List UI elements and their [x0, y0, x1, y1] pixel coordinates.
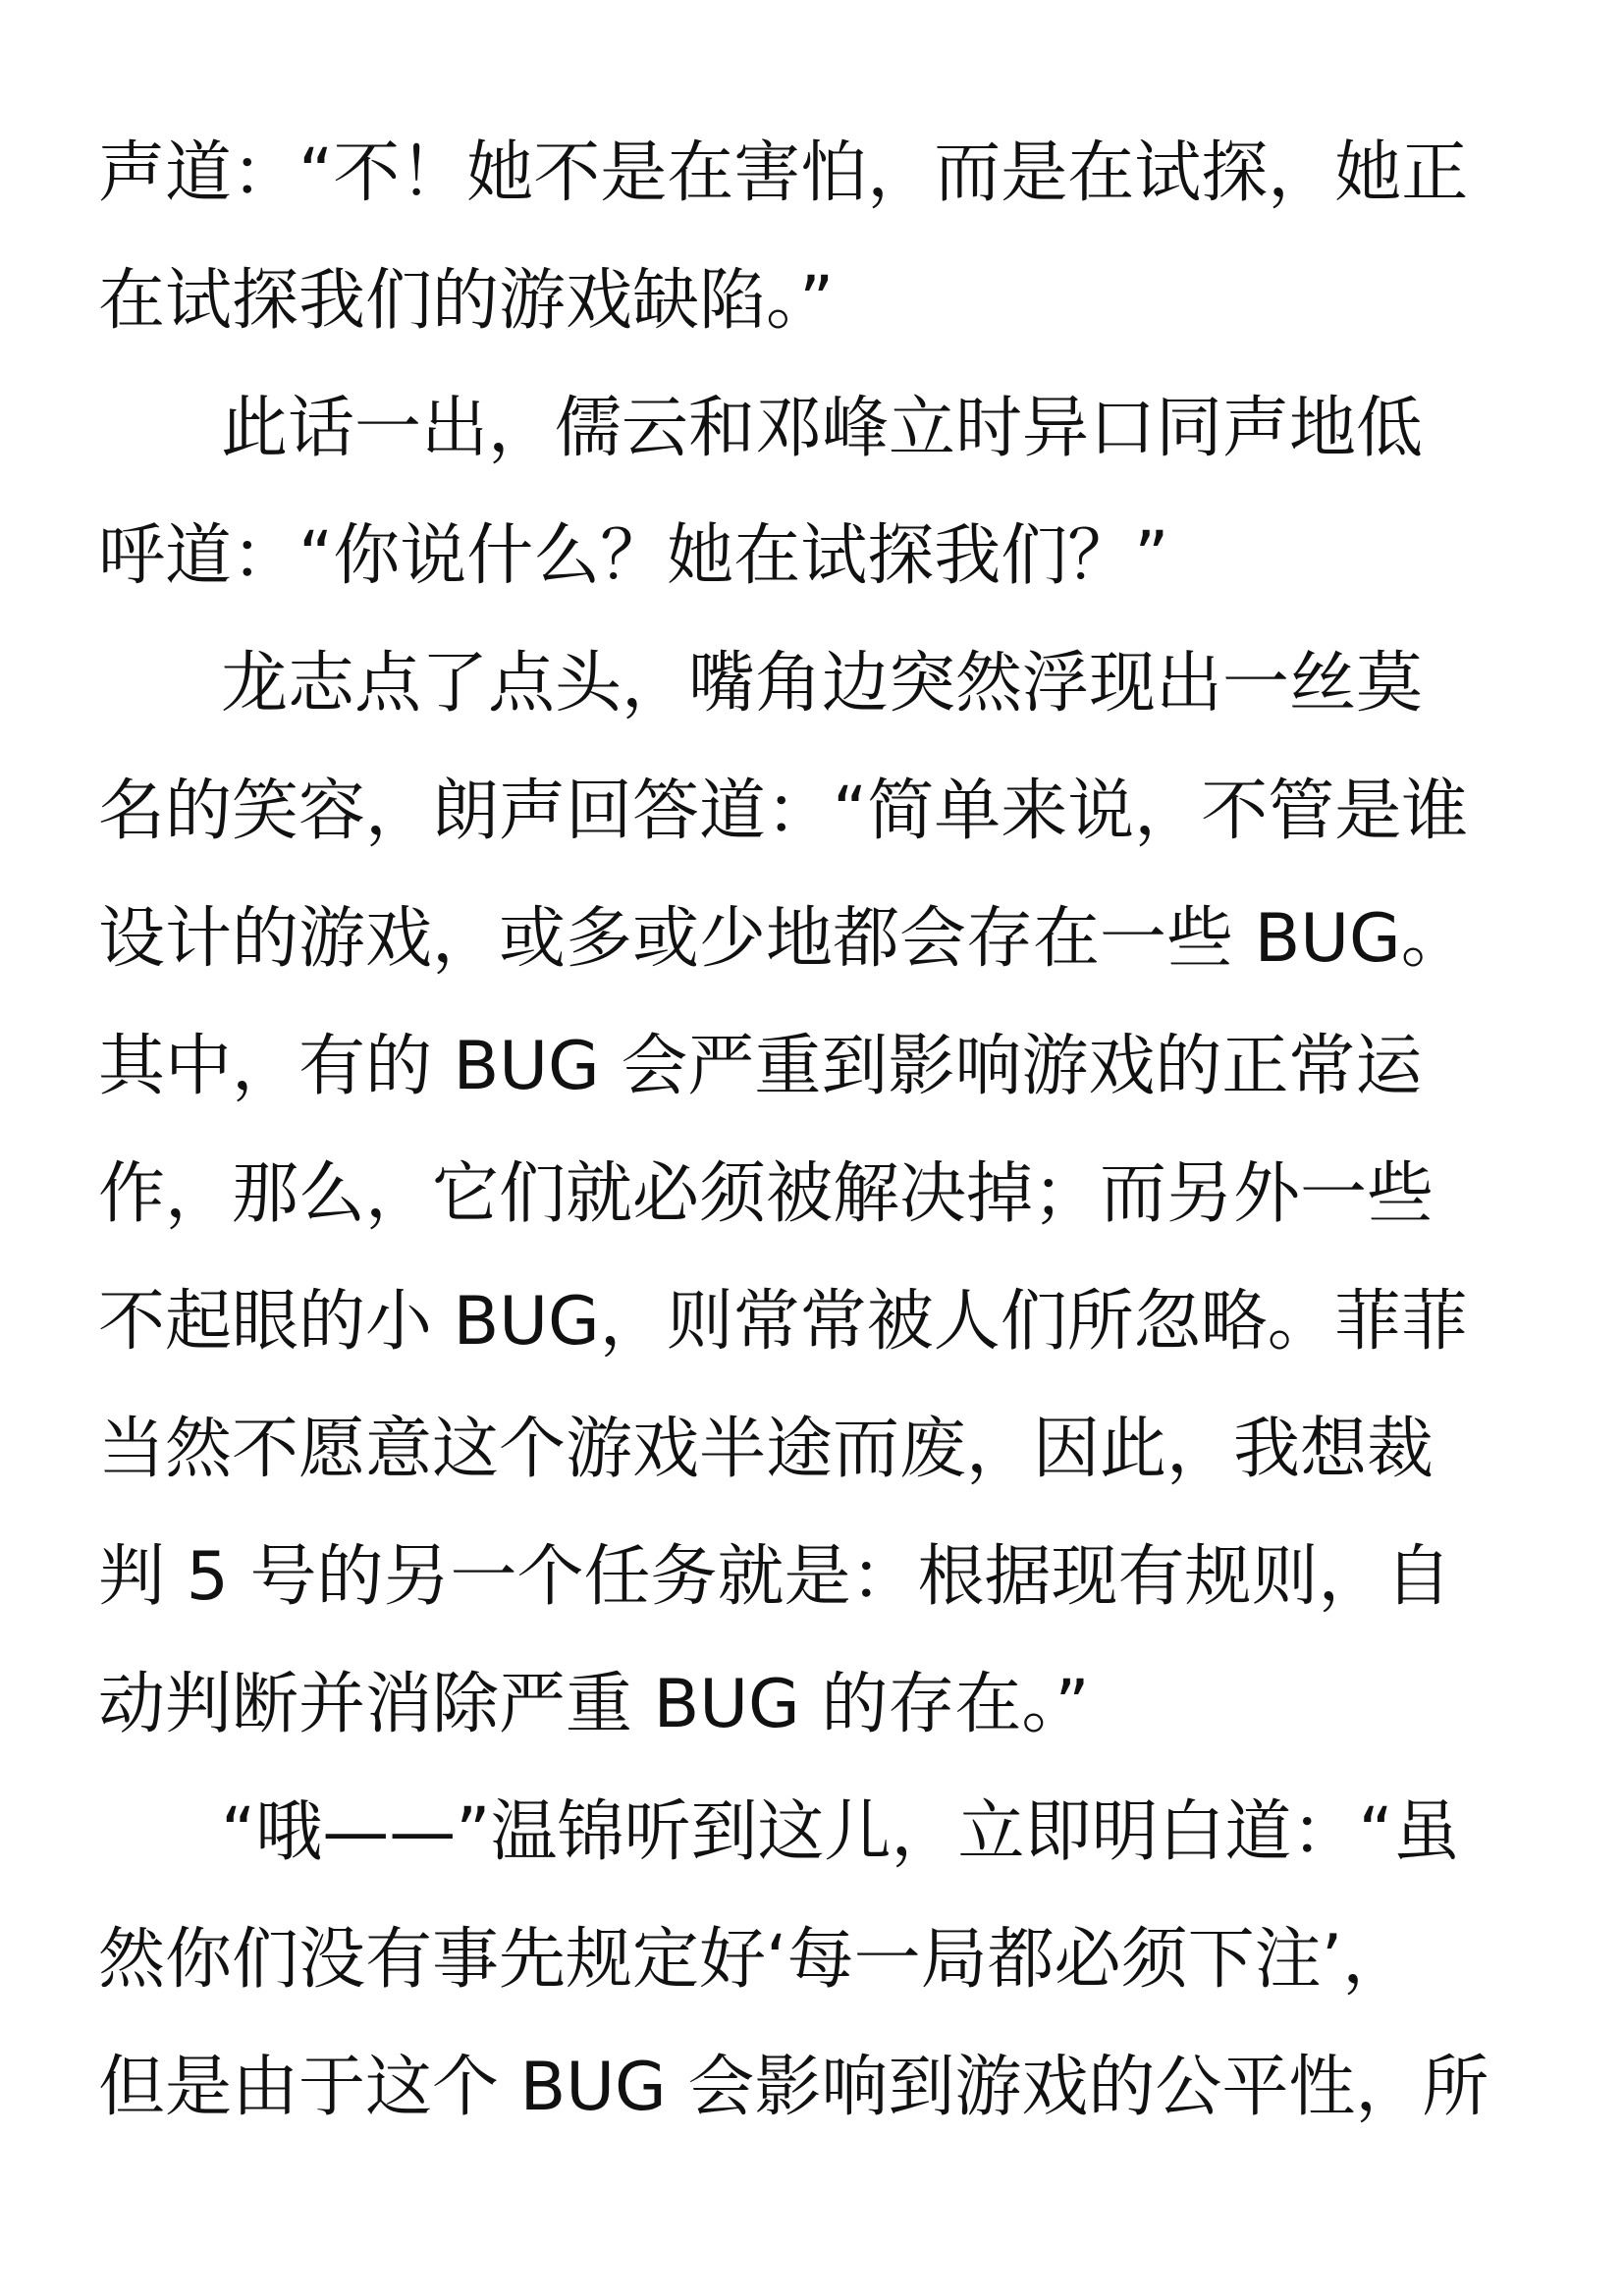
text-line: 然你们没有事先规定好‘每一局都必须下注’， [98, 1921, 1410, 1999]
paragraph-start-line: 龙志点了点头，嘴角边突然浮现出一丝莫 [221, 645, 1424, 722]
text-line: 作，那么，它们就必须被解决掉；而另外一些 [98, 1155, 1435, 1233]
text-line: 动判断并消除严重 BUG 的存在。” [98, 1666, 1090, 1743]
text-line: 不起眼的小 BUG，则常常被人们所忽略。菲菲 [98, 1283, 1468, 1361]
text-line: 在试探我们的游戏缺陷。” [98, 262, 835, 340]
text-line: 名的笑容，朗声回答道：“简单来说，不管是谁 [98, 773, 1469, 850]
text-line: 判 5 号的另一个任务就是：根据现有规则，自 [98, 1538, 1452, 1616]
text-line: 当然不愿意这个游戏半途而废，因此，我想裁 [98, 1411, 1435, 1488]
text-line: 设计的游戏，或多或少地都会存在一些 BUG。 [98, 900, 1468, 978]
text-line: 呼道：“你说什么？她在试探我们？” [98, 517, 1169, 595]
paragraph-start-line: “哦——”温锦听到这儿，立即明白道：“虽 [221, 1793, 1460, 1871]
text-line: 其中，有的 BUG 会严重到影响游戏的正常运 [98, 1028, 1423, 1105]
text-line: 声道：“不！她不是在害怕，而是在试探，她正 [98, 134, 1469, 212]
text-line: 但是由于这个 BUG 会影响到游戏的公平性，所 [98, 2049, 1489, 2126]
paragraph-start-line: 此话一出，儒云和邓峰立时异口同声地低 [221, 390, 1424, 467]
